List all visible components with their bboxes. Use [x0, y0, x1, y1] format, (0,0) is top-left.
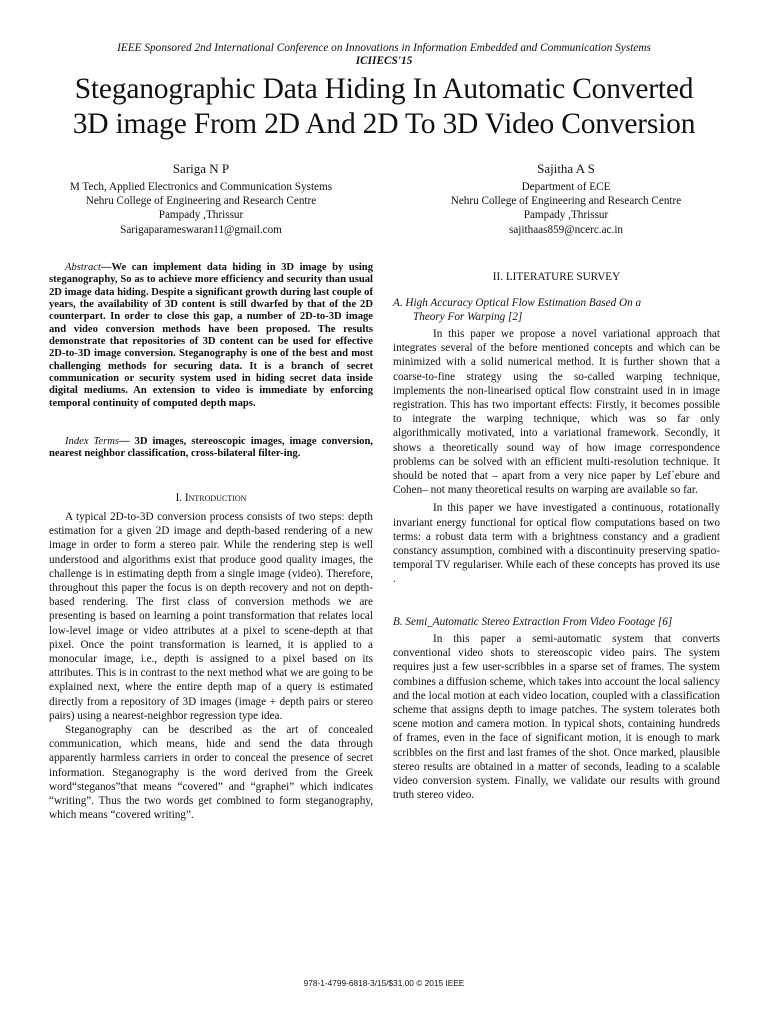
section-heading-introduction — [49, 491, 373, 505]
paper-title-line-2: 3D image From 2D And 2D To 3D Video Conversion — [72, 108, 696, 140]
author-email: sajithaas859@ncerc.ac.in — [508, 223, 624, 236]
abstract-text: —We can implement data hiding in 3D image by using steganography, So as to achieve more efficiency and security than usual 2D image data hiding. Despite a significant growth during last couple of years, the availability of 3D content is still dwarfed by that of the 2D counterpart. In order to close this gap, a number of 2D-to-3D image and video conversion methods have been proposed. The results demonstrate that repositories of 3D content can be used for effective 2D-to-3D image conversion. Steganography is one of the best and most challenging methods for securing data. It is a branch of secret communication or security system used in hiding secret data inside digital mediums. An extension to video is immediate by enforcing temporal continuity of computed depth maps. — [49, 262, 373, 409]
author-location: Pampady ,Thrissur — [158, 209, 244, 222]
abstract — [49, 262, 373, 410]
introduction-body — [49, 510, 373, 822]
author-affiliation: M Tech, Applied Electronics and Communication Systems — [69, 181, 333, 193]
section-title: Introduction — [184, 492, 247, 504]
subsection-heading-b: B. Semi_Automatic Stereo Extraction From Video Footage [6] — [393, 616, 673, 628]
paragraph: In this paper a semi-automatic system that converts conventional video shots to stereoscopic video pairs. The system requires just a few user-scribbles in a sparse set of frames. The system combines a diffusion scheme, which takes into account the local saliency and the local motion at each video location, coupled with a classification scheme that assigns depth to image patches. The system tolerates both scene motion and camera motion. In typical shots, containing hundreds of frames, even in the face of significant motion, it is enough to mark scribbles on the first and last frames of the shot. Once marked, plausible stereo results are obtained in a matter of seconds, leading to a scalable video conversion system. Finally, we validate our results with ground truth stereo video. — [393, 633, 720, 802]
paper-title — [20, 72, 748, 142]
author-block-2 — [385, 160, 747, 237]
index-terms-label: Index Terms — [65, 436, 119, 447]
abstract-label: Abstract — [65, 262, 101, 273]
author-institution: Nehru College of Engineering and Research Centre — [450, 195, 682, 208]
subsection-title-line-1: A. High Accuracy Optical Flow Estimation Based On a — [393, 297, 642, 309]
copyright-footer: 978-1-4799-6818-3/15/$31.00 © 2015 IEEE — [303, 978, 465, 988]
paper-title-line-1: Steganographic Data Hiding In Automatic Converted — [74, 73, 694, 105]
section-numeral: I. — [175, 492, 183, 504]
subsection-b-body — [393, 632, 720, 802]
paragraph: Steganography can be described as the art of concealed communication, which means, hide and send the data through apparently harmless carriers in order to conceal the presence of secret information. Steganography is the word derived from the Greek word“steganos”that means “covered” and “graphei” which indicates “writing”. Thus the two words get combined to form steganography, which means “covered writing”. — [49, 724, 373, 822]
conference-abbreviation: ICIIECS'15 — [355, 55, 413, 67]
author-institution: Nehru College of Engineering and Research Centre — [85, 195, 317, 208]
index-terms — [49, 436, 373, 461]
author-affiliation: Department of ECE — [521, 181, 611, 193]
index-terms-text: — 3D images, stereoscopic images, image conversion, nearest neighbor classification, cross-bilateral filter-ing. — [49, 436, 373, 460]
paragraph: In this paper we have investigated a continuous, rotationally invariant energy functional for optical flow computations based on two terms: a robust data term with a brightness constancy and a gradient constancy assumption, combined with a discontinuity preserving spatio-temporal TV regulariser. While each of these concepts has proved its use . — [393, 502, 720, 586]
paragraph: In this paper we propose a novel variational approach that integrates several of the before mentioned concepts and which can be minimized with a solid numerical method. It is further shown that a coarse-to-fine strategy using the so-called warping technique, implements the non-linearised optical flow constraint used in in image registration. This has two important effects: Firstly, it becomes possible to integrate the warping technique, which was so far only algorithmically motivated, into a variational framework. Secondly, it shows a theoretically sound way of how image correspondence problems can be solved with an efficient multi-resolution technique. It should be noted that – apart from a very nice paper by Lef´ebure and Cohen– not many theoretical results on warping are available so far. — [393, 328, 720, 497]
author-email: Sarigaparameswaran11@gmail.com — [120, 223, 282, 236]
conference-header: IEEE Sponsored 2nd International Conference on Innovations in Information Embedded and Communication Systems — [117, 42, 651, 54]
author-name: Sariga N P — [172, 161, 230, 176]
author-block-1 — [20, 160, 382, 237]
subsection-heading-a — [393, 296, 720, 324]
author-name: Sajitha A S — [537, 161, 595, 176]
section-heading-literature-survey: II. LITERATURE SURVEY — [492, 271, 621, 283]
subsection-title-line-2: Theory For Warping [2] — [413, 311, 523, 324]
author-location: Pampady ,Thrissur — [523, 209, 609, 222]
subsection-a-body — [393, 327, 720, 591]
paragraph: A typical 2D-to-3D conversion process consists of two steps: depth estimation for a given 2D image and depth-based rendering of a new image in order to form a stereo pair. While the rendering step is well understood and algorithms exist that produce good quality images, the challenge is in estimating depth from a single image (video). Therefore, throughout this paper the focus is on depth recovery and not on depth-based rendering. The first class of conversion methods we are presenting is based on learning a point transformation that relates local low-level image or video attributes at a pixel to scene-depth at that pixel. Once the point transformation is learned, it is applied to a monocular image, i.e., depth is assigned to a pixel based on its attributes. This is in contrast to the next method what we are going to be explained next, where the entire depth map of a query is estimated directly from a repository of 3D images (image + depth pairs or stereo pairs) using a nearest-neighbor regression type idea. — [49, 511, 373, 722]
